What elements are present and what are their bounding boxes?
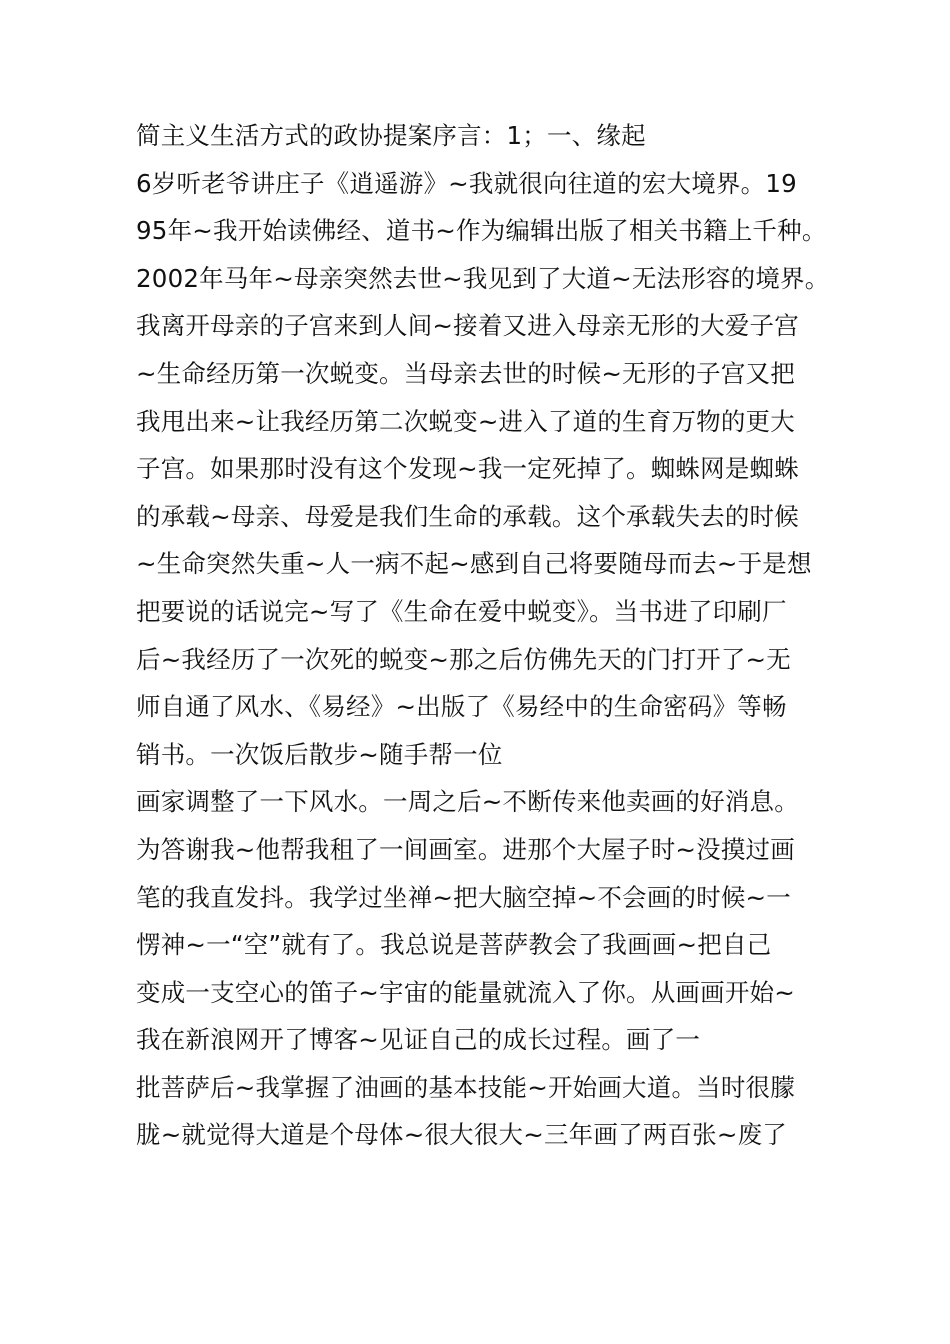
text-line: ~生命突然失重~人一病不起~感到自己将要随母而去~于是想 [136, 549, 812, 579]
text-line: 把要说的话说完~写了《生命在爱中蜕变》。当书进了印刷厂 [136, 596, 787, 626]
text-line: 愣神~一“空”就有了。我总说是菩萨教会了我画画~把自己 [136, 930, 772, 960]
text-line: 的承载~母亲、母爱是我们生命的承载。这个承载失去的时候 [136, 501, 799, 531]
text-line: 后~我经历了一次死的蜕变~那之后仿佛先天的门打开了~无 [136, 644, 791, 674]
text-line: 师自通了风水、《易经》~出版了《易经中的生命密码》等畅 [136, 692, 787, 722]
text-line: 简主义生活方式的政协提案序言：1；一、缘起 [136, 121, 646, 150]
text-line: 胧~就觉得大道是个母体~很大很大~三年画了两百张~废了 [136, 1120, 788, 1150]
text-line: 95年~我开始读佛经、道书~作为编辑出版了相关书籍上千种。 [136, 216, 827, 246]
text-line: 我甩出来~让我经历第二次蜕变~进入了道的生育万物的更大 [136, 406, 795, 436]
text-line: 6岁听老爷讲庄子《逍遥游》~我就很向往道的宏大境界。19 [136, 168, 797, 198]
text-line: 我在新浪网开了博客~见证自己的成长过程。画了一 [136, 1025, 701, 1055]
text-line: 销书。一次饭后散步~随手帮一位 [136, 739, 503, 769]
text-line: 子宫。如果那时没有这个发现~我一定死掉了。蜘蛛网是蜘蛛 [136, 454, 799, 484]
text-line: ~生命经历第一次蜕变。当母亲去世的时候~无形的子宫又把 [136, 358, 795, 388]
text-line: 笔的我直发抖。我学过坐禅~把大脑空掉~不会画的时候~一 [136, 882, 791, 912]
text-line: 2002年马年~母亲突然去世~我见到了大道~无法形容的境界。 [136, 263, 830, 293]
text-line: 画家调整了一下风水。一周之后~不断传来他卖画的好消息。 [136, 787, 799, 817]
body-text [136, 112, 836, 1159]
text-line: 我离开母亲的子宫来到人间~接着又进入母亲无形的大爱子宫 [136, 311, 799, 341]
text-line: 批菩萨后~我掌握了油画的基本技能~开始画大道。当时很朦 [136, 1072, 795, 1102]
text-line: 为答谢我~他帮我租了一间画室。进那个大屋子时~没摸过画 [136, 834, 795, 864]
text-line: 变成一支空心的笛子~宇宙的能量就流入了你。从画画开始~ [136, 977, 795, 1007]
